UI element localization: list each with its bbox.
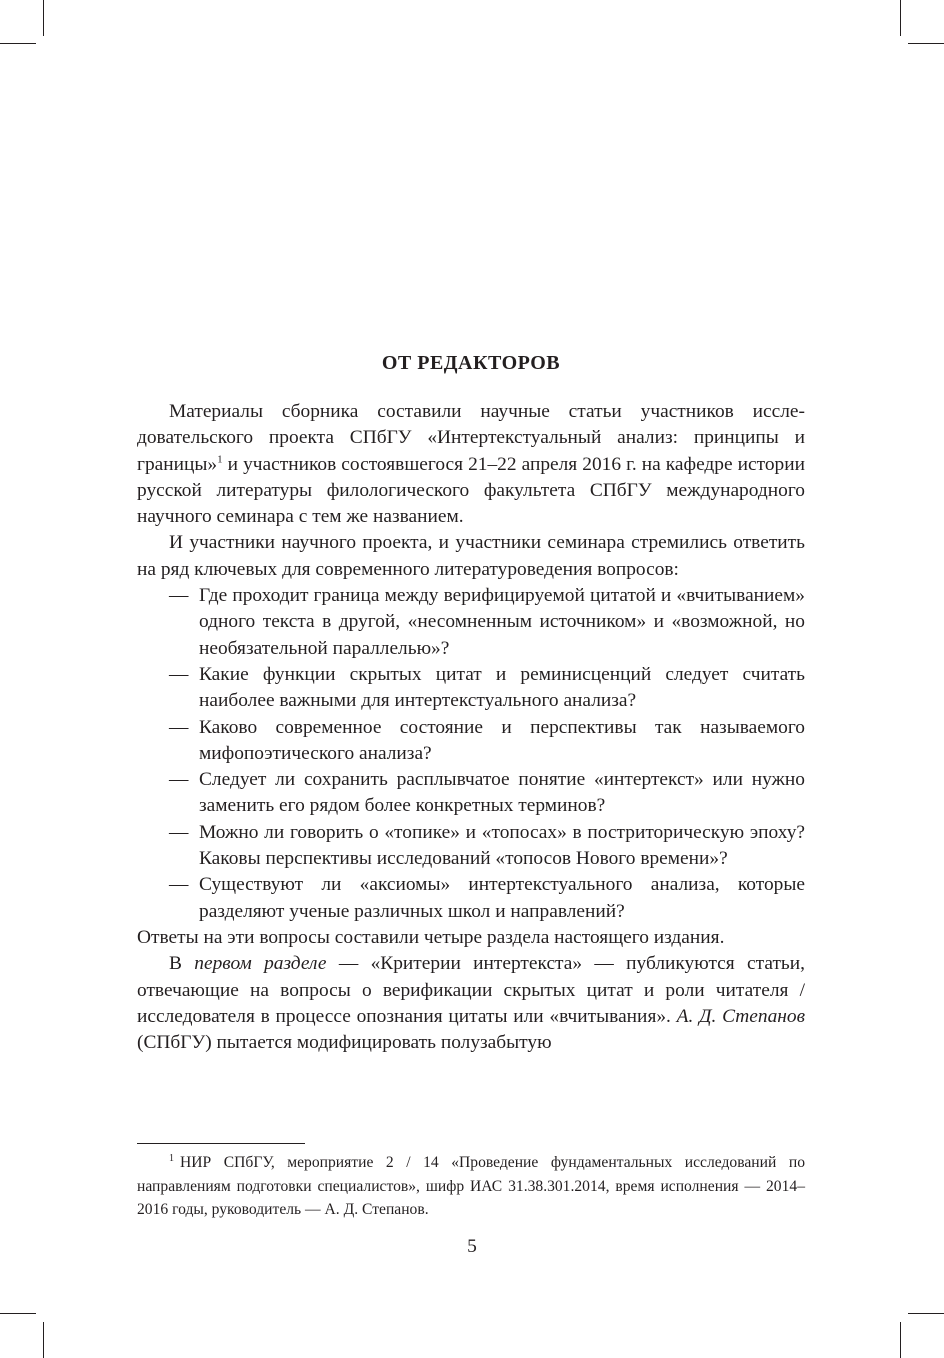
page-title: ОТ РЕДАКТОРОВ [381,352,561,374]
question-text: Какие функции скрытых цитат и реминисценций следует считать наиболее важными для интертекстуального анализа? [199,663,805,712]
crop-mark-top-left-h [0,43,36,44]
question-text: Можно ли говорить о «топике» и «топосах» в постриторическую эпоху? Каковы перспективы исследований «топосов Нового времени»? [199,821,805,870]
list-item [137,820,805,873]
dash-bullet: — [169,716,189,738]
paragraph-first-section-text: В [169,953,195,975]
paragraph-first-section-text-cont: — «Критерии интертекста» — публикуются статьи, отвечающие на вопросы о верификации скрытых цитат и роли читателя / исследователя в процессе опознания цитаты или «вчитывания». [137,953,805,1027]
question-text: Каково современное состояние и перспективы так называемого мифопоэтического анализа? [199,716,805,764]
footnote-text: НИР СПбГУ, мероприятие 2 / 14 «Проведение фундаментальных исследований по направлениям подготовки специалистов», шифр ИАС 31.38.301.2014, время исполнения — 2014–2016 годы, руководитель — А. Д. Степанов. [137,1154,805,1218]
list-item [137,872,805,925]
page-number: 5 [467,1236,477,1257]
paragraph-answers: Ответы на эти вопросы составили четыре раздела настоящего издания. [137,926,725,948]
paragraph-intro-text: Материалы сборника составили научные статьи участников исследовательского проекта СПбГУ «Интертекстуальный анализ: принципы и границы» [137,401,805,475]
footnote-mark: 1 [169,1152,174,1164]
crop-mark-top-right-h [908,43,944,44]
paragraph-intro [137,399,805,530]
paragraph-questions-lead: И участники научного проекта, и участники семинара стремились ответить на ряд ключевых для современного литературоведения вопросов: [137,532,805,580]
crop-mark-bottom-right-h [908,1313,944,1314]
question-text: Где проходит граница между верифицируемой цитатой и «вчитыванием» одного текста в другой, «несомненным источником» и «возможной, но необязательной параллелью»? [199,585,805,659]
page-body [137,345,805,1056]
dash-bullet: — [169,769,189,791]
list-item [137,662,805,715]
dash-bullet: — [169,663,189,685]
question-text: Следует ли сохранить расплывчатое понятие «интертекст» или нужно заменить его рядом более конкретных терминов? [199,769,805,817]
list-item [137,767,805,820]
question-text: Существуют ли «аксиомы» интертекстуального анализа, которые разделяют ученые различных школ и направлений? [199,874,805,922]
list-item [137,715,805,768]
crop-mark-bottom-left-v [43,1322,44,1358]
author-name-italic: А. Д. Степанов [676,1005,806,1027]
crop-mark-bottom-right-v [900,1322,901,1358]
paragraph-first-section-tail: (СПбГУ) пытается модифицировать полузабытую [137,1032,552,1054]
section-name-italic: первом разделе [194,953,327,975]
crop-mark-top-left-v [43,0,44,36]
footnote-divider [137,1143,305,1144]
dash-bullet: — [169,821,189,843]
footnote [137,1151,805,1222]
crop-mark-bottom-left-h [0,1313,36,1314]
footnote-reference[interactable]: 1 [217,453,223,466]
dash-bullet: — [169,874,189,896]
crop-mark-top-right-v [900,0,901,36]
question-list [137,583,805,925]
list-item [137,583,805,662]
dash-bullet: — [169,585,189,607]
paragraph-first-section [137,951,805,1056]
paragraph-intro-text-cont: и участников состоявшегося 21–22 апреля 2016 г. на кафедре истории русской литературы филологического факультета СПбГУ международного научного семинара с тем же названием. [137,453,805,528]
